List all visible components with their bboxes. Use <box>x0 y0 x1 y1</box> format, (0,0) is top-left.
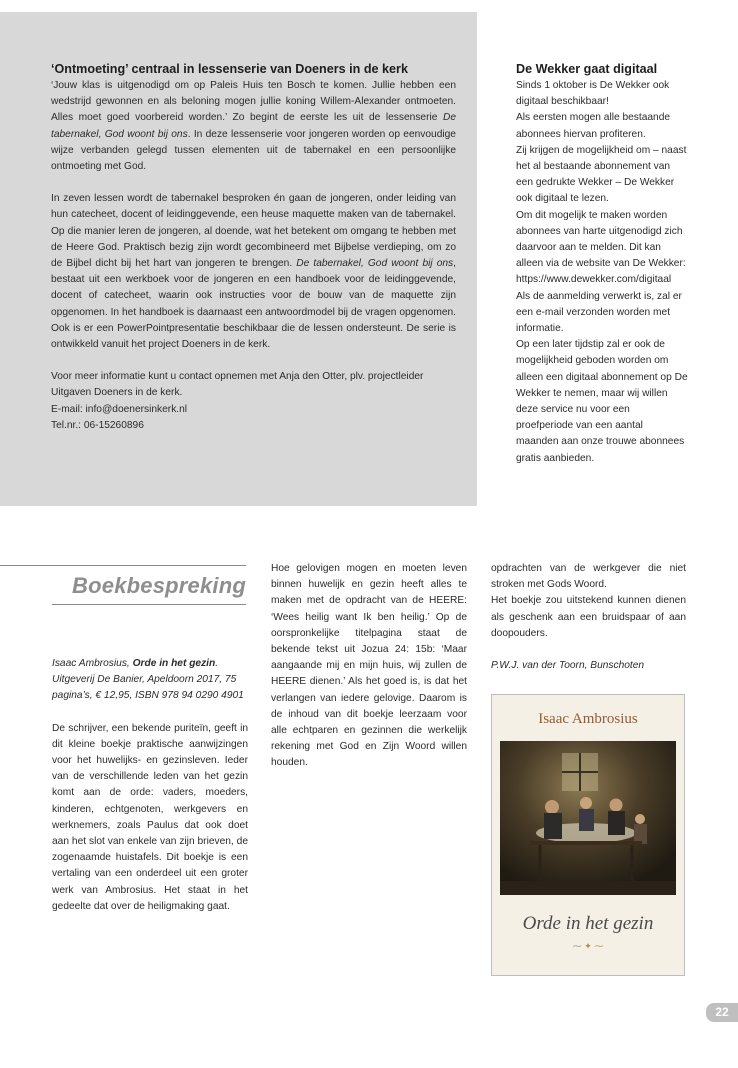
article-paragraph: ‘Jouw klas is uitgenodigd om op Paleis Huis ten Bosch te komen. Jullie hebben een wedstrijd gewonnen en als beloning mogen jullie koning Willem-Alexander ontmoeten. Alles moet goed voorbereid worden.’ Zo begint de eerste les uit de lessenserie De tabernakel, God woont bij ons. In deze lessenserie voor jongeren worden op eenvoudige wijze verbanden gelegd tussen elementen uit de tabernakel en een persoonlijke ontmoeting met God. <box>51 80 456 173</box>
review-column-2 <box>271 561 467 772</box>
article-ontmoeting <box>51 61 456 434</box>
article-paragraph: Sinds 1 oktober is De Wekker ook digitaal beschikbaar! <box>516 80 670 108</box>
review-signature: P.W.J. van der Toorn, Bunschoten <box>491 660 645 672</box>
article-wekker-digitaal <box>516 61 688 467</box>
article-paragraph: Om dit mogelijk te maken worden abonnees van harte uitgenodigd zich daarvoor aan te melden. Dit kan alleen via de website van De Wekker: https://www.dewekker.com/digitaal <box>516 209 686 286</box>
article-paragraph: Als eersten mogen alle bestaande abonnees hiervan profiteren. <box>516 112 671 140</box>
book-cover-author: Isaac Ambrosius <box>538 711 638 727</box>
review-paragraph: De schrijver, een bekende puriteïn, geeft in dit kleine boekje praktische aanwijzingen voor het huwelijks- en gezinsleven. Ieder van de verschillende leden van het gezin komt aan de orde: vaders, moeders, kinderen, echtgenoten, werkgevers en werknemers, zoals Paulus dat ook doet aan het slot van enkele van zijn brieven, de zogenaamde huistafels. Dit boekje is een vertaling van een onderdeel uit een groter werk van Ambrosius. Het staat in het gedeelte dat over de heiligmaking gaat. <box>52 722 248 912</box>
article-title: ‘Ontmoeting’ centraal in lessenserie van Doeners in de kerk <box>51 62 408 76</box>
review-column-3 <box>491 561 686 674</box>
book-cover-ornament: ⁓ ✦ ⁓ <box>572 941 604 951</box>
review-paragraph: Hoe gelovigen mogen en moeten leven binnen huwelijk en gezin heeft alles te maken met de opdracht van de HEERE: ‘Wees heilig want Ik ben heilig.’ Op de oorspronkelijke titelpagina staat de bekende tekst uit Jozua 24: 15b: ‘Maar aangaande mij en mijn huis, wij zullen de HEERE dienen.’ Als het goed is, is dat het verlangen van iedere gelovige. Daarom is de inhoud van dit boekje leerzaam voor alle echtparen en gezinnen die werkelijk rekening met God en Zijn Woord willen houden. <box>271 563 467 769</box>
article-title: De Wekker gaat digitaal <box>516 62 658 76</box>
section-title: Boekbespreking <box>72 573 246 598</box>
section-rule-top <box>0 565 246 566</box>
book-cover-image <box>491 694 685 976</box>
section-rule-bottom <box>52 604 246 605</box>
book-cover-painting <box>500 741 676 895</box>
article-paragraph: Als de aanmelding verwerkt is, zal er een e-mail verzonden worden met informatie. <box>516 290 682 335</box>
book-details: Isaac Ambrosius, Orde in het gezin. Uitgeverij De Banier, Apeldoorn 2017, 75 pagina’s, € 12,95, ISBN 978 94 0290 4901 <box>52 658 244 702</box>
page-number: 22 <box>706 1003 738 1022</box>
contact-info: Voor meer informatie kunt u contact opnemen met Anja den Otter, plv. projectleider Uitgaven Doeners in de kerk. E-mail: info@doenersinkerk.nl Tel.nr.: 06-15260896 <box>51 371 424 431</box>
review-column-1 <box>52 656 248 915</box>
review-paragraph: Het boekje zou uitstekend kunnen dienen als geschenk aan een bruidspaar of aan doopouders. <box>491 595 686 639</box>
article-paragraph: In zeven lessen wordt de tabernakel besproken én gaan de jongeren, onder leiding van hun catecheet, docent of leidinggevende, een heuse maquette maken van de tabernakel. Op die manier leren de jongeren, al doende, wat het betekent om omgang te hebben met de Heere God. Praktisch bezig zijn wordt gecombineerd met Bijbelse verdieping, om zo de Bijbel dicht bij het hart van jongeren te brengen. De tabernakel, God woont bij ons, bestaat uit een werkboek voor de jongeren en een handboek voor de leidinggevende, docent of catecheet, waarin ook instructies voor de bouw van de maquette zijn opgenomen. In het handboek is daarnaast een antwoordmodel bij de vragen opgenomen. Ook is er een PowerPointpresentatie beschikbaar die de lessen ondersteunt. De serie is ontwikkeld vanuit het project Doeners in de kerk. <box>51 193 456 351</box>
book-cover-title: Orde in het gezin <box>522 913 654 934</box>
review-paragraph: opdrachten van de werkgever die niet stroken met Gods Woord. <box>491 563 686 591</box>
article-paragraph: Zij krijgen de mogelijkheid om – naast het al bestaande abonnement van een gedrukte Wekker – De Wekker ook digitaal te lezen. <box>516 144 687 205</box>
article-paragraph: Op een later tijdstip zal er ook de mogelijkheid geboden worden om alleen een digitaal abonnement op De Wekker te nemen, maar wij willen deze service nu voor een proefperiode van een aantal maanden aan onze trouwe abonnees gratis aanbieden. <box>516 339 688 464</box>
